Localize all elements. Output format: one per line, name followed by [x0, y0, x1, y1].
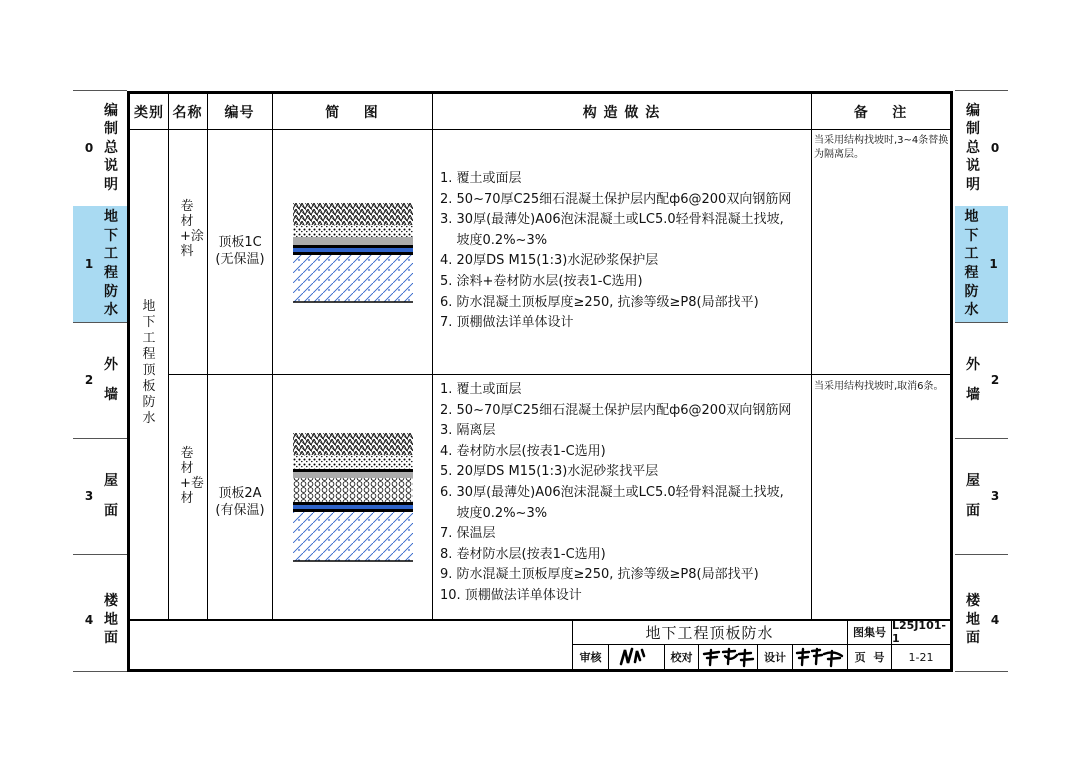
page-label: 页 号: [854, 651, 885, 664]
row2-item-2: 2. 50~70厚C25细石混凝土保护层内配ф6@200双向钢筋网: [440, 402, 792, 418]
check-label: 校对: [670, 651, 693, 664]
right-tab-1[interactable]: [955, 206, 1008, 322]
row2-code-line1: 顶板2A: [218, 486, 262, 501]
atlas-label: 图集号: [853, 626, 886, 639]
row1-method-list: [440, 169, 791, 334]
row1-item-2: 2. 50~70厚C25细石混凝土保护层内配ф6@200双向钢筋网: [440, 191, 792, 207]
left-tab-0-label: 编制总说明: [104, 102, 118, 193]
right-tab-2[interactable]: [955, 322, 1011, 438]
left-tab-3-label: 屋面: [104, 473, 118, 519]
row1-item-1: 1. 覆土或面层: [440, 171, 522, 186]
left-tab-0[interactable]: [73, 90, 129, 206]
row1-item-4: 4. 20厚DS M15(1:3)水泥砂浆保护层: [440, 253, 659, 269]
left-tab-1-num: 1: [84, 257, 94, 271]
right-tab-4-num: 4: [990, 613, 1000, 627]
row1-remark: 当采用结构找坡时,3~4条替换为隔离层。: [814, 135, 949, 160]
header-method: 构 造 做 法: [582, 104, 661, 121]
right-tab-3[interactable]: [955, 438, 1011, 554]
left-tab-0-num: 0: [84, 141, 94, 155]
row2-method-list: [440, 380, 791, 607]
header-diagram: 简 图: [325, 104, 379, 121]
row1-code: [208, 234, 272, 268]
row2-item-9: 9. 防水混凝土顶板厚度≥250, 抗渗等级≥P8(局部找平): [440, 567, 759, 583]
left-tab-1-label: 地下工程防水: [104, 209, 118, 319]
row2-item-4: 4. 卷材防水层(按表1-C选用): [440, 443, 606, 459]
left-tab-4-num: 4: [84, 613, 94, 627]
right-tab-0-num: 0: [990, 141, 1000, 155]
row2-code-line2: (有保温): [215, 503, 265, 518]
review-label: 审核: [579, 651, 602, 664]
row2-section-diagram: [293, 433, 413, 568]
row1-section-diagram: [293, 203, 413, 308]
drawing-title: 地下工程顶板防水: [645, 623, 774, 642]
row1-name: 卷材+涂料: [180, 199, 204, 259]
row1-code-line2: (无保温): [215, 252, 265, 267]
design-label: 设计: [764, 651, 786, 664]
right-tab-2-num: 2: [990, 373, 1000, 387]
row2-name: 卷材+卷材: [180, 446, 204, 506]
row2-item-6: 6. 30厚(最薄处)A06泡沫混凝土或LC5.0轻骨料混凝土找坡,: [440, 484, 784, 500]
header-category: 类别: [134, 104, 164, 121]
row1-item-3: 3. 30厚(最薄处)A06泡沫混凝土或LC5.0轻骨料混凝土找坡,: [440, 212, 784, 228]
left-tab-2[interactable]: [73, 322, 129, 438]
row2-item-7: 7. 保温层: [440, 526, 496, 542]
row2-item-10: 10. 顶棚做法详单体设计: [440, 587, 582, 603]
design-signature: [794, 646, 846, 668]
review-signature: [615, 646, 659, 668]
left-tab-1[interactable]: [73, 206, 129, 322]
header-code: 编号: [224, 104, 255, 121]
right-tab-0-label: 编制总说明: [966, 102, 980, 193]
construction-table: [127, 91, 953, 672]
right-tab-1-num: 1: [989, 257, 998, 271]
row1-item-7: 7. 顶棚做法详单体设计: [440, 315, 574, 331]
row1-item-3b: 坡度0.2%~3%: [440, 232, 548, 248]
category-label: 地下工程顶板防水: [142, 299, 156, 426]
header-remarks: 备 注: [853, 104, 908, 121]
right-tab-3-num: 3: [990, 489, 1000, 503]
row2-item-3: 3. 隔离层: [440, 423, 496, 439]
row2-item-8: 8. 卷材防水层(按表1-C选用): [440, 546, 606, 562]
right-tab-1-label: 地下工程防水: [964, 209, 979, 319]
left-tab-2-label: 外墙: [104, 357, 118, 403]
right-tab-2-label: 外墙: [966, 357, 980, 403]
left-tab-4-label: 楼地面: [104, 593, 118, 647]
left-tab-3-num: 3: [84, 489, 94, 503]
row1-item-6: 6. 防水混凝土顶板厚度≥250, 抗渗等级≥P8(局部找平): [440, 294, 759, 310]
right-tab-4[interactable]: [955, 570, 1011, 670]
right-tab-3-label: 屋面: [966, 473, 980, 519]
row2-code: [208, 485, 272, 519]
check-signature: [701, 646, 755, 668]
row2-item-6b: 坡度0.2%~3%: [440, 505, 548, 521]
row2-item-5: 5. 20厚DS M15(1:3)水泥砂浆找平层: [440, 464, 659, 480]
left-tab-4[interactable]: [73, 570, 129, 670]
right-tab-4-label: 楼地面: [966, 593, 980, 647]
header-name: 名称: [172, 104, 203, 121]
left-tab-3[interactable]: [73, 438, 129, 554]
page-number: 1-21: [908, 650, 934, 664]
left-tab-2-num: 2: [84, 373, 94, 387]
row2-remark: 当采用结构找坡时,取消6条。: [814, 381, 944, 392]
row1-code-line1: 顶板1C: [218, 235, 262, 250]
row1-item-5: 5. 涂料+卷材防水层(按表1-C选用): [440, 273, 643, 289]
row2-item-1: 1. 覆土或面层: [440, 382, 522, 397]
right-tab-0[interactable]: [955, 90, 1011, 206]
atlas-number: L25J101-1: [892, 619, 946, 645]
